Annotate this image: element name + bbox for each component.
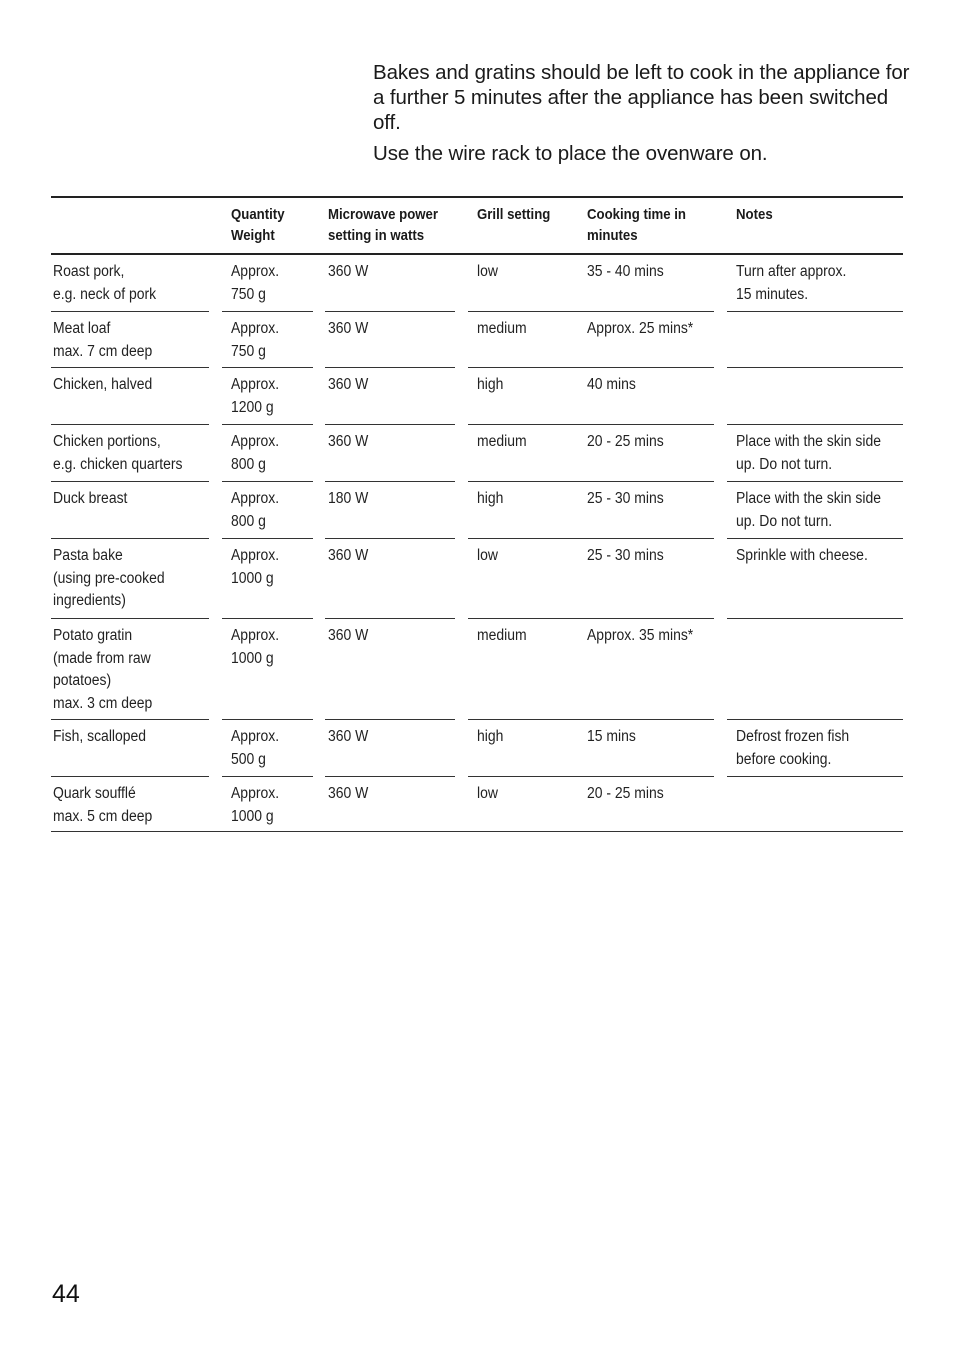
cell-item [53, 374, 152, 397]
cell-quantity [231, 783, 279, 828]
cell-line: Chicken portions, [53, 433, 161, 450]
cell-line: Duck breast [53, 490, 128, 507]
cell-item [53, 783, 152, 828]
header-power [328, 204, 438, 246]
cell-line: 750 g [231, 342, 266, 360]
cell-line: Place with the skin side [736, 490, 881, 507]
cell-time [587, 431, 664, 454]
cell-power [328, 318, 368, 341]
cell-line: 800 g [231, 455, 266, 473]
cell-quantity [231, 261, 279, 306]
cell-line: 1000 g [231, 569, 274, 587]
cell-line: max. 7 cm deep [53, 342, 153, 360]
cell-power [328, 374, 368, 397]
page-number: 44 [52, 1280, 80, 1308]
cell-line: Turn after approx. [736, 263, 847, 280]
table-row [51, 720, 903, 777]
cell-item [53, 545, 165, 613]
cell-line: Approx. [231, 376, 280, 393]
table-row [51, 255, 903, 312]
cell-line: 1000 g [231, 649, 274, 667]
cell-line: high [477, 728, 504, 745]
cell-line: Approx. [231, 433, 280, 450]
header-notes [736, 204, 773, 225]
cell-line: 750 g [231, 285, 266, 303]
cell-line: Approx. 35 mins* [587, 627, 694, 644]
cell-grill [477, 625, 527, 648]
cell-line: Defrost frozen fish [736, 728, 850, 745]
table-row [51, 539, 903, 619]
cell-power [328, 783, 368, 806]
cell-line: 360 W [328, 433, 369, 450]
cell-line: before cooking. [736, 750, 832, 768]
cell-line: e.g. chicken quarters [53, 455, 183, 473]
cell-line: up. Do not turn. [736, 512, 833, 530]
table-row [51, 482, 903, 539]
cell-grill [477, 374, 503, 397]
table-header [51, 198, 903, 255]
cell-line: setting in watts [328, 227, 425, 244]
cell-line: Notes [736, 206, 773, 223]
cell-notes [736, 726, 849, 771]
cell-power [328, 726, 368, 749]
cell-line: Fish, scalloped [53, 728, 147, 745]
cell-line: max. 5 cm deep [53, 807, 153, 825]
cell-notes [736, 431, 881, 476]
cell-grill [477, 726, 503, 749]
cell-line: 500 g [231, 750, 266, 768]
cell-line: Approx. [231, 728, 280, 745]
cell-grill [477, 431, 527, 454]
cell-line: 800 g [231, 512, 266, 530]
cell-line: 360 W [328, 627, 369, 644]
cell-power [328, 625, 368, 648]
cell-line: Approx. [231, 547, 280, 564]
cell-item [53, 488, 127, 511]
cell-grill [477, 783, 498, 806]
cell-line: (using pre-cooked [53, 569, 165, 587]
cell-time [587, 625, 693, 648]
cell-line: 360 W [328, 320, 369, 337]
cell-line: minutes [587, 227, 638, 244]
table-bottom-rule [51, 831, 903, 832]
cell-power [328, 261, 368, 284]
cell-time [587, 261, 664, 284]
cell-line: 1200 g [231, 398, 274, 416]
cell-item [53, 261, 156, 306]
cell-item [53, 318, 152, 363]
cell-line: Weight [231, 227, 275, 244]
cell-line: Approx. [231, 627, 280, 644]
cell-item [53, 726, 146, 749]
cell-line: 20 - 25 mins [587, 433, 664, 450]
cell-grill [477, 261, 498, 284]
cell-line: Roast pork, [53, 263, 125, 280]
cell-line: Quark soufflé [53, 785, 136, 802]
cell-quantity [231, 431, 279, 476]
cell-time [587, 374, 636, 397]
intro-text [373, 60, 913, 166]
cell-quantity [231, 545, 279, 590]
cell-line: medium [477, 627, 527, 644]
cell-line: Quantity [231, 206, 285, 223]
cell-line: high [477, 490, 504, 507]
cell-line: 360 W [328, 263, 369, 280]
table-row [51, 777, 903, 832]
cell-line: Grill setting [477, 206, 551, 223]
cell-line: Approx. [231, 785, 280, 802]
cell-notes [736, 545, 868, 568]
cell-line: 15 minutes. [736, 285, 809, 303]
cell-line: 15 mins [587, 728, 636, 745]
cell-item [53, 625, 152, 715]
cell-line: 360 W [328, 547, 369, 564]
cell-power [328, 431, 368, 454]
cell-line: 1000 g [231, 807, 274, 825]
cell-line: (made from raw [53, 649, 151, 667]
cell-item [53, 431, 183, 476]
cell-line: Approx. [231, 263, 280, 280]
cell-time [587, 783, 664, 806]
table-row [51, 619, 903, 720]
header-quantity [231, 204, 285, 246]
cell-notes [736, 261, 846, 306]
intro-paragraph-2: Use the wire rack to place the ovenware on. [373, 142, 768, 165]
cell-line: 40 mins [587, 376, 636, 393]
cell-quantity [231, 726, 279, 771]
cell-line: 25 - 30 mins [587, 547, 664, 564]
cell-line: Place with the skin side [736, 433, 881, 450]
cell-line: Pasta bake [53, 547, 123, 564]
header-grill [477, 204, 550, 225]
table-row [51, 312, 903, 368]
cell-quantity [231, 488, 279, 533]
cell-time [587, 545, 664, 568]
cell-line: medium [477, 320, 527, 337]
cell-line: 360 W [328, 728, 369, 745]
cell-line: Meat loaf [53, 320, 111, 337]
cell-time [587, 488, 664, 511]
cell-power [328, 488, 368, 511]
table-row [51, 368, 903, 425]
cell-line: potatoes) [53, 672, 112, 689]
cell-power [328, 545, 368, 568]
cell-line: Microwave power [328, 206, 439, 223]
cell-quantity [231, 625, 279, 670]
cell-line: Potato gratin [53, 627, 133, 644]
cell-time [587, 318, 693, 341]
cell-line: 35 - 40 mins [587, 263, 664, 280]
cell-line: 360 W [328, 376, 369, 393]
cell-line: Chicken, halved [53, 376, 153, 393]
cell-notes [736, 488, 881, 533]
cell-line: ingredients) [53, 592, 126, 609]
cell-line: Approx. [231, 320, 280, 337]
cell-line: Approx. 25 mins* [587, 320, 694, 337]
cell-quantity [231, 318, 279, 363]
cell-line: low [477, 547, 498, 564]
cell-line: 25 - 30 mins [587, 490, 664, 507]
cell-grill [477, 488, 503, 511]
table-row [51, 425, 903, 482]
cell-quantity [231, 374, 279, 419]
cell-grill [477, 318, 527, 341]
cell-line: up. Do not turn. [736, 455, 833, 473]
cell-line: Sprinkle with cheese. [736, 547, 868, 564]
cell-line: 20 - 25 mins [587, 785, 664, 802]
cell-line: e.g. neck of pork [53, 285, 157, 303]
cell-line: 360 W [328, 785, 369, 802]
cell-line: medium [477, 433, 527, 450]
cell-line: 180 W [328, 490, 369, 507]
intro-paragraph-1: Bakes and gratins should be left to cook in the appliance for a further 5 minutes after the appliance has been switched off. [373, 61, 910, 134]
cell-line: max. 3 cm deep [53, 694, 153, 712]
cell-grill [477, 545, 498, 568]
cell-line: high [477, 376, 504, 393]
cell-line: low [477, 263, 498, 280]
cell-line: low [477, 785, 498, 802]
cell-time [587, 726, 636, 749]
cell-line: Approx. [231, 490, 280, 507]
header-time [587, 204, 686, 246]
cell-line: Cooking time in [587, 206, 686, 223]
